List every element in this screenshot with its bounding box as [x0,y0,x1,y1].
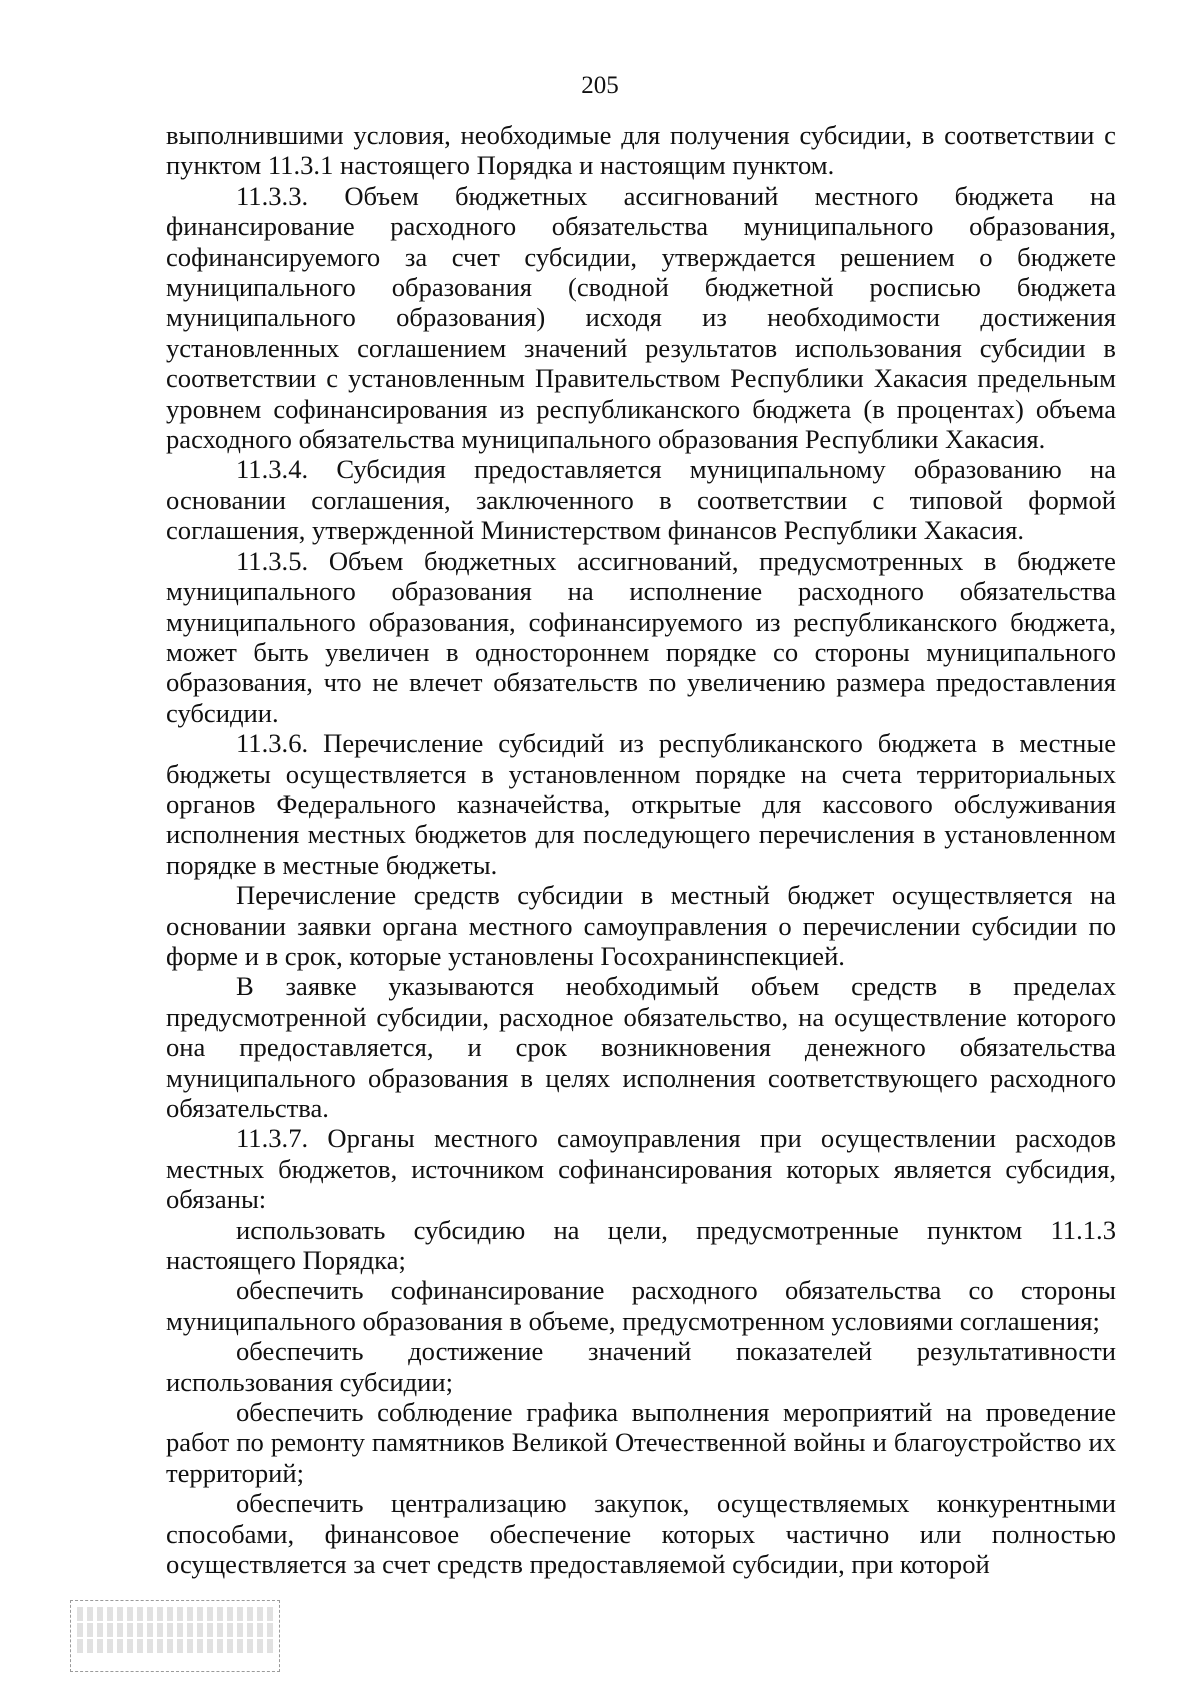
document-body [166,120,1116,1580]
obligation-item: обеспечить достижение значений показателей результативности использования субсидии; [166,1336,1116,1397]
paragraph-11-3-4: 11.3.4. Субсидия предоставляется муниципальному образованию на основании соглашения, заключенного в соответствии с типовой формой соглашения, утвержденной Министерством финансов Республики Хакасия. [166,454,1116,546]
paragraph-transfer-request: Перечисление средств субсидии в местный бюджет осуществляется на основании заявки органа местного самоуправления о перечислении субсидии по форме и в срок, которые установлены Госохранинспекцией. [166,880,1116,971]
paragraph-request-content: В заявке указываются необходимый объем средств в пределах предусмотренной субсидии, расходное обязательство, на осуществление которого она предоставляется, и срок возникновения денежного обязательства муниципального образования в целях исполнения соответствующего расходного обязательства. [166,971,1116,1123]
paragraph-11-3-5: 11.3.5. Объем бюджетных ассигнований, предусмотренных в бюджете муниципального образования на исполнение расходного обязательства муниципального образования, софинансируемого из республиканского бюджета, может быть увеличен в одностороннем порядке со стороны муниципального образования, что не влечет обязательств по увеличению размера предоставления субсидии. [166,545,1116,728]
obligation-item: обеспечить соблюдение графика выполнения мероприятий на проведение работ по ремонту памятников Великой Отечественной войны и благоустройство их территорий; [166,1397,1116,1488]
paragraph-continuation: выполнившими условия, необходимые для получения субсидии, в соответствии с пунктом 11.3.1 настоящего Порядка и настоящим пунктом. [166,120,1116,181]
obligation-item: использовать субсидию на цели, предусмотренные пунктом 11.1.3 настоящего Порядка; [166,1214,1116,1276]
stamp-line [77,1607,273,1621]
stamp-line [77,1639,273,1653]
obligation-item: обеспечить софинансирование расходного обязательства со стороны муниципального образования в объеме, предусмотренном условиями соглашения; [166,1275,1116,1336]
stamp-line [77,1623,273,1637]
page-number: 205 [581,72,619,99]
paragraph-11-3-6: 11.3.6. Перечисление субсидий из республиканского бюджета в местные бюджеты осуществляется в установленном порядке на счета территориальных органов Федерального казначейства, открытые для кассового обслуживания исполнения местных бюджетов для последующего перечисления в установленном порядке в местные бюджеты. [166,728,1116,880]
obligation-item: обеспечить централизацию закупок, осуществляемых конкурентными способами, финансовое обеспечение которых частично или полностью осуществляется за счет средств предоставляемой субсидии, при которой [166,1488,1116,1580]
faded-stamp [70,1600,280,1672]
paragraph-11-3-7: 11.3.7. Органы местного самоуправления при осуществлении расходов местных бюджетов, источником софинансирования которых является субсидия, обязаны: [166,1123,1116,1215]
paragraph-11-3-3: 11.3.3. Объем бюджетных ассигнований местного бюджета на финансирование расходного обязательства муниципального образования, софинансируемого за счет субсидии, утверждается решением о бюджете муниципального образования (сводной бюджетной росписью бюджета муниципального образования) исходя из необходимости достижения установленных соглашением значений результатов использования субсидии в соответствии с установленным Правительством Республики Хакасия предельным уровнем софинансирования из республиканского бюджета (в процентах) объема расходного обязательства муниципального образования Республики Хакасия. [166,180,1116,455]
